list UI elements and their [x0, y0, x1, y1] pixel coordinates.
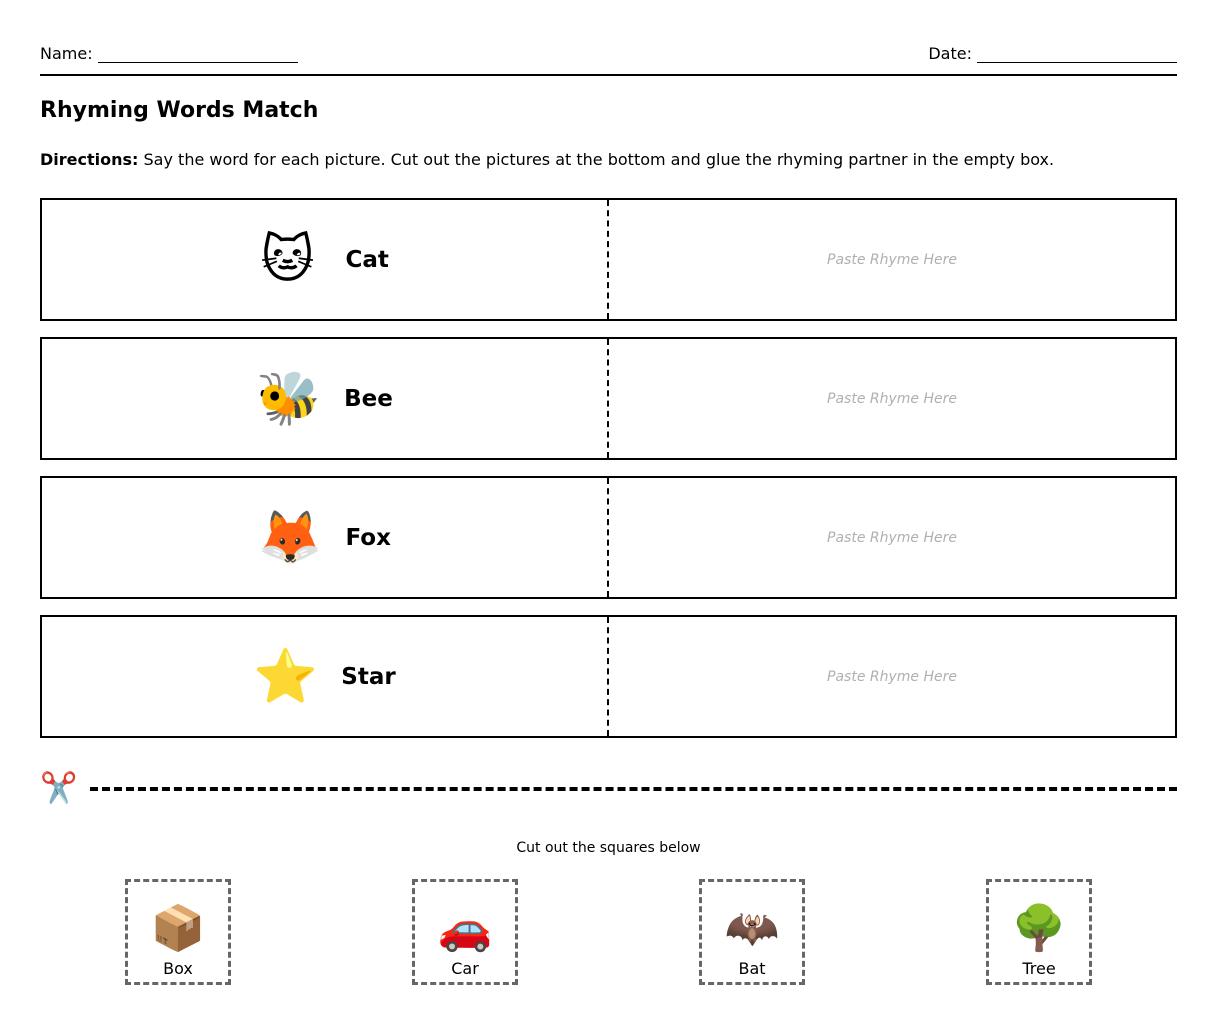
car-icon: 🚗: [437, 903, 493, 954]
cutout-card-tree[interactable]: [986, 879, 1092, 985]
word-cell: [42, 200, 609, 319]
paste-placeholder: Paste Rhyme Here: [827, 251, 957, 268]
cutout-card-car[interactable]: [412, 879, 518, 985]
card-label: Box: [163, 959, 193, 978]
paste-area[interactable]: [609, 339, 1175, 458]
cutout-card-box[interactable]: [125, 879, 231, 985]
paste-area[interactable]: [609, 478, 1175, 597]
match-row-cat: [40, 198, 1177, 321]
date-label: Date:: [928, 44, 972, 63]
dashed-cut-guide: [90, 787, 1177, 791]
package-box-icon: 📦: [150, 903, 206, 954]
cutout-caption: Cut out the squares below: [516, 840, 701, 856]
word-cell: [42, 339, 609, 458]
header-bar: [40, 40, 1177, 76]
page-title: Rhyming Words Match: [40, 98, 319, 123]
match-row-fox: [40, 476, 1177, 599]
word-label: Fox: [345, 524, 391, 551]
word-cell: [42, 617, 609, 736]
date-field[interactable]: [928, 44, 1177, 63]
paste-placeholder: Paste Rhyme Here: [827, 668, 957, 685]
word-label: Star: [341, 663, 396, 690]
bat-icon: 🦇: [724, 903, 780, 954]
card-label: Tree: [1022, 959, 1056, 978]
fox-face-icon: 🦊: [257, 507, 323, 568]
word-cell: [42, 478, 609, 597]
paste-placeholder: Paste Rhyme Here: [827, 529, 957, 546]
cut-line: [40, 772, 1177, 806]
name-blank-line[interactable]: [98, 49, 298, 63]
star-icon: ⭐: [253, 646, 319, 707]
scissors-icon: ✂️: [40, 771, 78, 806]
match-row-bee: [40, 337, 1177, 460]
name-field[interactable]: [40, 44, 298, 63]
match-row-star: [40, 615, 1177, 738]
directions: [40, 150, 1054, 169]
tree-icon: 🌳: [1011, 903, 1067, 954]
bee-icon: 🐝: [256, 368, 321, 429]
date-blank-line[interactable]: [977, 49, 1177, 63]
paste-placeholder: Paste Rhyme Here: [827, 390, 957, 407]
paste-area[interactable]: [609, 200, 1175, 319]
paste-area[interactable]: [609, 617, 1175, 736]
name-label: Name:: [40, 44, 93, 63]
card-label: Bat: [738, 959, 766, 978]
directions-label: Directions:: [40, 150, 139, 169]
directions-text: Say the word for each picture. Cut out the pictures at the bottom and glue the rhyming partner in the empty box.: [138, 150, 1055, 169]
card-label: Car: [451, 959, 479, 978]
word-label: Cat: [345, 246, 389, 273]
word-label: Bee: [344, 385, 393, 412]
cutout-card-bat[interactable]: [699, 879, 805, 985]
cat-face-icon: 🐱: [260, 229, 315, 290]
